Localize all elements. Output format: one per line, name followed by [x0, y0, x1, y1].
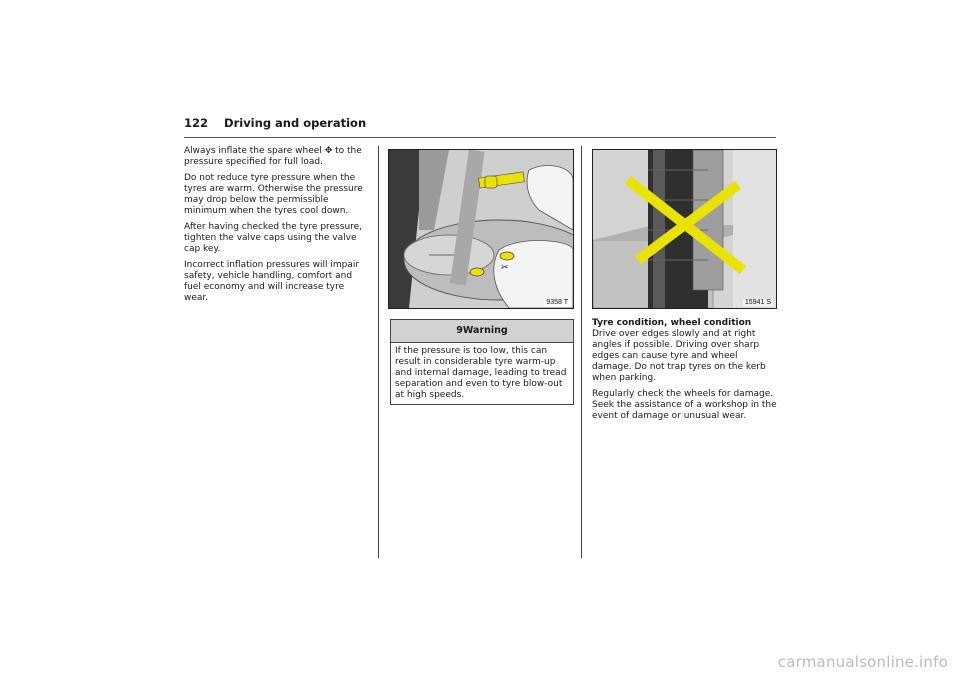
- paragraph-check-wheels: Regularly check the wheels for damage. Seek the assistance of a workshop in the event of damage or unusual wear.: [592, 389, 777, 421]
- header-rule: [184, 137, 776, 138]
- figure-label: 9358 T: [546, 299, 568, 306]
- paragraph-drive-edges: Drive over edges slowly and at right angles if possible. Driving over sharp edges can cause tyre and wheel damage. Do not trap tyres on the kerb when parking.: [592, 329, 766, 383]
- paragraph-incorrect-pressure: Incorrect inflation pressures will impair safety, vehicle handling, comfort and fuel economy and will increase tyre wear.: [184, 260, 360, 303]
- right-column: [592, 318, 778, 427]
- spare-wheel-symbol-icon: ✥: [324, 146, 333, 156]
- page-header: [184, 116, 366, 130]
- column-divider-right: [581, 146, 582, 558]
- section-title: Driving and operation: [224, 116, 367, 130]
- paragraph-warm-tyres: Do not reduce tyre pressure when the tyres are warm. Otherwise the pressure may drop below the permissible minimum when the tyres cool down.: [184, 173, 363, 216]
- left-column: [184, 146, 370, 309]
- section-heading: Tyre condition, wheel condition: [592, 318, 752, 328]
- warning-box: [390, 319, 574, 405]
- paragraph-spare-wheel: Always inflate the spare wheel ✥ to the pressure specified for full load.: [184, 146, 362, 167]
- column-divider-left: [378, 146, 379, 558]
- valve-cap-illustration: [388, 149, 574, 309]
- kerb-tyre-drawing: [593, 150, 776, 308]
- warning-title: Warning: [462, 325, 508, 336]
- page-number: 122: [184, 116, 209, 130]
- figure-label: 15941 S: [744, 299, 771, 306]
- svg-text:✂: ✂: [501, 263, 509, 273]
- warning-icon: 9: [456, 325, 463, 336]
- valve-cap-drawing: [389, 150, 573, 308]
- paragraph-valve-caps: After having checked the tyre pressure, tighten the valve caps using the valve cap key.: [184, 222, 363, 254]
- warning-text: If the pressure is too low, this can result in considerable tyre warm-up and internal damage, leading to tread separation and even to tyre blow-out at high speeds.: [395, 346, 567, 400]
- kerb-tyre-illustration: [592, 149, 777, 309]
- warning-header: [391, 320, 573, 343]
- watermark-text: carmanualsonline.info: [777, 653, 948, 671]
